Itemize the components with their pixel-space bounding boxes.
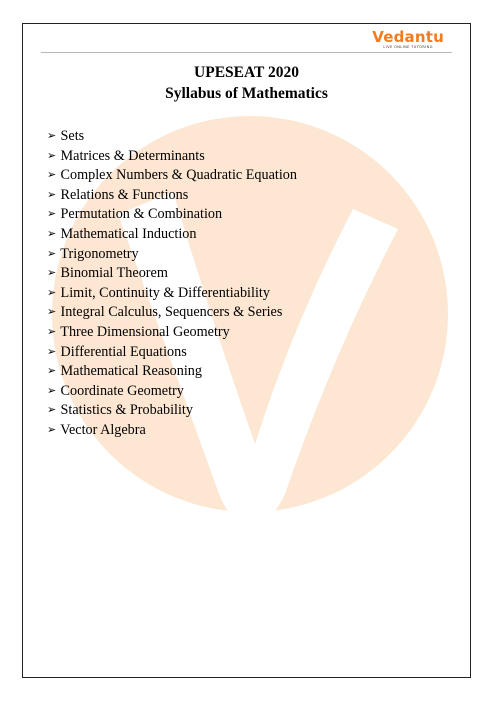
topic-item [47, 147, 297, 167]
title-block [23, 62, 470, 104]
topic-label: Binomial Theorem [60, 265, 168, 282]
arrow-bullet-icon: ➢ [47, 149, 57, 162]
arrow-bullet-icon: ➢ [47, 286, 57, 299]
topic-label: Relations & Functions [60, 186, 189, 203]
topic-item [47, 362, 297, 382]
topic-item [47, 382, 297, 402]
topic-item [47, 127, 297, 147]
arrow-bullet-icon: ➢ [47, 130, 57, 142]
topic-list [47, 127, 297, 441]
logo-wordmark: Vedantu [372, 28, 444, 46]
topic-item [47, 264, 297, 284]
arrow-bullet-icon: ➢ [47, 247, 57, 260]
document-title: UPESEAT 2020 [194, 64, 299, 81]
topic-item [47, 303, 297, 323]
topic-label: Mathematical Induction [60, 225, 197, 242]
topic-item [47, 284, 297, 304]
document-subtitle: Syllabus of Mathematics [165, 85, 328, 102]
arrow-bullet-icon: ➢ [47, 227, 57, 240]
topic-item [47, 401, 297, 421]
topic-item [47, 421, 297, 441]
topic-label: Differential Equations [60, 343, 187, 360]
arrow-bullet-icon: ➢ [47, 267, 57, 280]
topic-label: Sets [60, 128, 85, 144]
topic-label: Vector Algebra [60, 421, 146, 438]
topic-item [47, 225, 297, 245]
topic-label: Coordinate Geometry [60, 382, 184, 399]
arrow-bullet-icon: ➢ [47, 169, 57, 182]
topic-label: Matrices & Determinants [60, 147, 205, 164]
logo-tagline: LIVE ONLINE TUTORING [383, 45, 433, 49]
document-page [22, 23, 471, 678]
arrow-bullet-icon: ➢ [47, 325, 57, 338]
arrow-bullet-icon: ➢ [47, 365, 57, 378]
topic-item [47, 186, 297, 206]
arrow-bullet-icon: ➢ [47, 404, 57, 417]
header-divider [41, 52, 452, 53]
arrow-bullet-icon: ➢ [47, 208, 57, 221]
topic-label: Statistics & Probability [60, 402, 193, 419]
topic-label: Permutation & Combination [60, 206, 223, 223]
topic-item [47, 245, 297, 265]
topic-label: Limit, Continuity & Differentiability [60, 284, 270, 301]
topic-label: Integral Calculus, Sequencers & Series [60, 304, 283, 321]
topic-label: Complex Numbers & Quadratic Equation [60, 167, 297, 184]
arrow-bullet-icon: ➢ [47, 384, 57, 397]
arrow-bullet-icon: ➢ [47, 188, 57, 201]
topic-item [47, 166, 297, 186]
vedantu-logo [372, 30, 444, 50]
topic-item [47, 343, 297, 363]
topic-item [47, 323, 297, 343]
arrow-bullet-icon: ➢ [47, 306, 57, 319]
topic-label: Mathematical Reasoning [60, 363, 202, 380]
topic-label: Three Dimensional Geometry [60, 323, 230, 340]
topic-label: Trigonometry [60, 245, 139, 262]
arrow-bullet-icon: ➢ [47, 345, 57, 358]
topic-item [47, 205, 297, 225]
arrow-bullet-icon: ➢ [47, 423, 57, 436]
